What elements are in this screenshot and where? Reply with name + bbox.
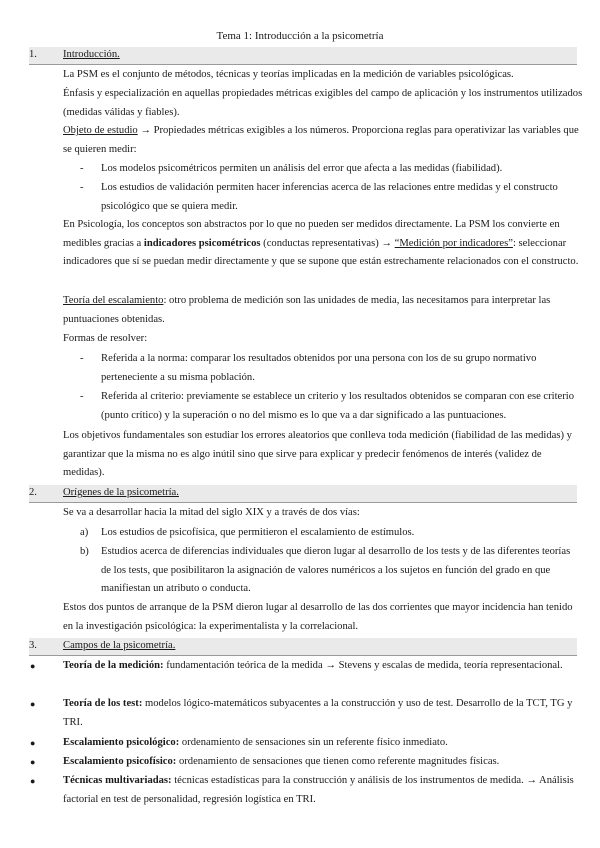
bold-term: Escalamiento psicológico: bbox=[63, 737, 180, 748]
paragraph: La PSM es el conjunto de métodos, técnicas y teorías implicadas en la medición de variables psicológicas. bbox=[63, 69, 514, 80]
bullet-body: ordenamiento de sensaciones que tienen como referente magnitudes físicas. bbox=[176, 756, 500, 767]
list-marker: a) bbox=[80, 527, 89, 538]
dash-marker: - bbox=[80, 163, 84, 174]
term-label: Teoría del escalamiento bbox=[63, 295, 164, 306]
list-item-text: Los estudios de validación permiten hacer inferencias acerca de las relaciones entre medidas y el constructo psicológico que se quiera medir. bbox=[101, 182, 558, 212]
paragraph: Formas de resolver: bbox=[63, 333, 148, 344]
section-number: 1. bbox=[29, 49, 37, 61]
bullet-body: fundamentación teórica de la medida → Stevens y escalas de medida, teoría representacional. bbox=[163, 660, 563, 671]
bullet-text bbox=[63, 657, 578, 676]
list-item-text: Los estudios de psicofísica, que permitieron el escalamiento de estímulos. bbox=[101, 527, 415, 538]
bold-term: Teoría de la medición: bbox=[63, 660, 164, 671]
underlined-term: “Medición por indicadores” bbox=[394, 237, 513, 249]
section-title: Orígenes de la psicometría. bbox=[63, 487, 179, 499]
bullet-text bbox=[63, 772, 578, 809]
list-item-text: Estudios acerca de diferencias individuales que dieron lugar al desarrollo de los tests y de las diferentes teorías de los tests, que posibilitaron la asignación de valores numéricos a los sujetos en función del grado en que manifiestan un atributo o conducta. bbox=[101, 546, 571, 595]
bullet-dot: ● bbox=[30, 699, 36, 709]
paragraph bbox=[63, 292, 583, 329]
paragraph-text: : seleccionar indicadores que sí se puedan medir directamente y que se supone que están estrechamente relacionados con el constructo. bbox=[63, 237, 579, 268]
bullet-body: técnicas estadísticas para la construcción y análisis de los instrumentos de medida. → Análisis factorial en test de personalidad, regresión logística en TRI. bbox=[63, 775, 574, 805]
bullet-text bbox=[63, 734, 578, 753]
dash-marker: - bbox=[80, 353, 84, 364]
section-2-heading bbox=[29, 485, 577, 503]
paragraph bbox=[63, 216, 583, 272]
bullet-body: ordenamiento de sensaciones sin un referente físico inmediato. bbox=[179, 737, 448, 748]
bullet-text bbox=[63, 753, 578, 772]
dash-marker: - bbox=[80, 182, 84, 193]
section-title: Campos de la psicometría. bbox=[63, 640, 176, 652]
paragraph: Los objetivos fundamentales son estudiar los errores aleatorios que conlleva toda medición (fiabilidad de las medidas) y garantizar que la misma no es algo inútil sino que sirve para explicar y predecir fenómenos de interés (validez de medidas). bbox=[63, 430, 572, 479]
bullet-dot: ● bbox=[30, 738, 36, 748]
list-item-text: Referida a la norma: comparar los resultados obtenidos por una persona con los de su grupo normativo perteneciente a su misma población. bbox=[101, 353, 537, 383]
bold-term: Escalamiento psicofísico: bbox=[63, 756, 177, 767]
section-1-heading bbox=[29, 47, 577, 65]
paragraph-text: : otro problema de medición son las unidades de media, las necesitamos para interpretar las puntuaciones obtenidas. bbox=[63, 295, 551, 325]
section-title: Introducción. bbox=[63, 49, 120, 61]
section-number: 3. bbox=[29, 640, 37, 652]
section-number: 2. bbox=[29, 487, 37, 499]
paragraph bbox=[63, 122, 583, 159]
list-marker: b) bbox=[80, 546, 89, 557]
document-title: Tema 1: Introducción a la psicometría bbox=[216, 30, 384, 42]
bold-term: Teoría de los test: bbox=[63, 698, 143, 709]
paragraph: Énfasis y especialización en aquellas propiedades métricas exigibles del campo de aplicación y los instrumentos utilizados (medidas válidas y fiables). bbox=[63, 88, 583, 118]
bullet-dot: ● bbox=[30, 757, 36, 767]
term-label: Objeto de estudio bbox=[63, 125, 138, 136]
paragraph: Se va a desarrollar hacia la mitad del siglo XIX y a través de dos vías: bbox=[63, 507, 360, 518]
bold-term: indicadores psicométricos bbox=[143, 237, 261, 249]
paragraph-text: → Propiedades métricas exigibles a los números. Proporciona reglas para operativizar las variables que se quieren medir: bbox=[63, 125, 579, 155]
bold-term: Técnicas multivariadas: bbox=[63, 775, 172, 786]
paragraph-text: En Psicología, los conceptos son abstractos por lo que no pueden ser medidos directamente. La PSM los convierte en medibles gracias a bbox=[63, 219, 560, 249]
paragraph-text: (conductas representativas) → bbox=[260, 237, 395, 249]
bullet-dot: ● bbox=[30, 776, 36, 786]
dash-marker: - bbox=[80, 391, 84, 402]
paragraph: Estos dos puntos de arranque de la PSM dieron lugar al desarrollo de las dos corrientes que mayor incidencia han tenido en la investigación psicológica: la experimentalista y la correlacional. bbox=[63, 602, 573, 632]
bullet-dot: ● bbox=[30, 661, 36, 671]
bullet-body: modelos lógico-matemáticos subyacentes a la construcción y uso de test. Desarrollo de la TCT, TG y TRI. bbox=[63, 698, 573, 728]
bullet-text bbox=[63, 695, 578, 732]
list-item-text: Los modelos psicométricos permiten un análisis del error que afecta a las medidas (fiabilidad). bbox=[101, 163, 503, 174]
list-item-text: Referida al criterio: previamente se establece un criterio y los resultados obtenidos se comparan con ese criterio (punto crítico) y la superación o no del mismo es lo que va a dar significado a las puntuaciones. bbox=[101, 391, 574, 421]
section-3-heading bbox=[29, 638, 577, 656]
